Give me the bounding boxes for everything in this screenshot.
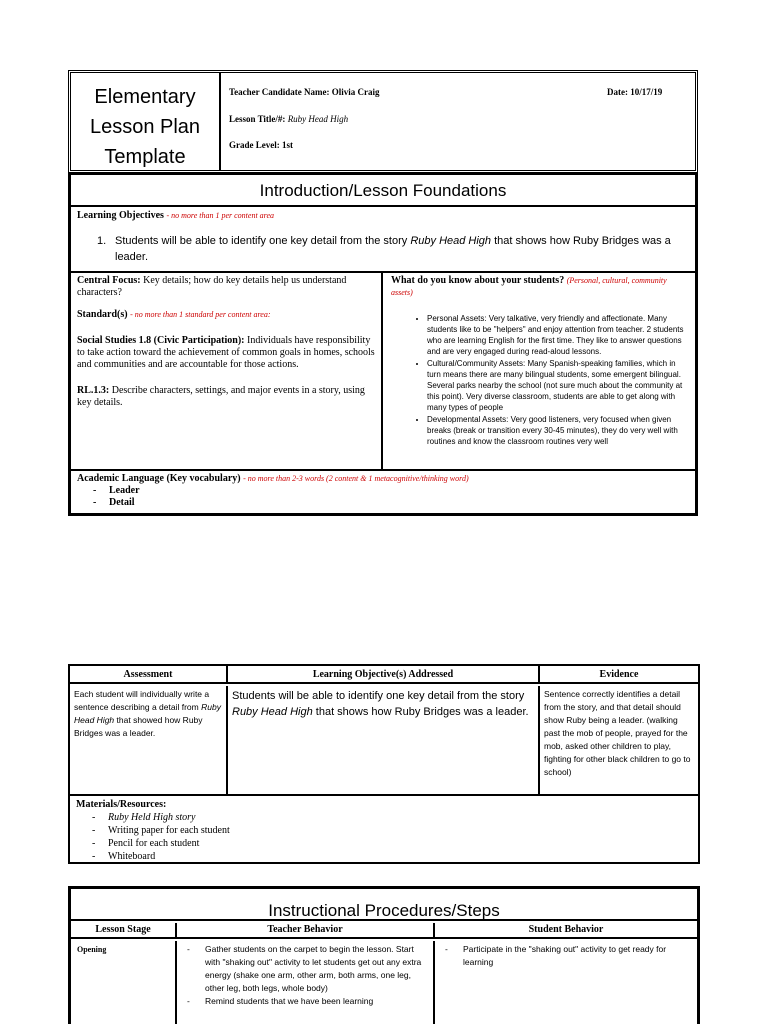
stage-cell: Opening bbox=[71, 941, 177, 1024]
evidence-cell: Sentence correctly identifies a detail from the story, and that detail should show Ruby being a leader. (walking past the mob of people, prayed for the mob, asked other children to play, fighting for other black children to go to school) bbox=[544, 689, 691, 777]
assessment-objective-pre: Students will be able to identify one key detail from the story bbox=[232, 690, 525, 702]
date-value: 10/17/19 bbox=[630, 87, 663, 97]
evidence-header: Evidence bbox=[540, 666, 698, 684]
assessment-header: Assessment bbox=[70, 666, 228, 684]
date-label: Date: bbox=[607, 87, 628, 97]
student-behavior-cell bbox=[435, 941, 697, 1024]
students-note: (Personal, cultural, community assets) bbox=[391, 276, 667, 297]
central-focus bbox=[77, 275, 375, 299]
academic-language bbox=[71, 469, 695, 513]
rl-standard bbox=[77, 385, 375, 409]
social-studies-standard bbox=[77, 335, 375, 371]
teacher-name: Olivia Craig bbox=[331, 87, 380, 97]
central-focus-cell bbox=[71, 273, 383, 469]
teacher-label: Teacher Candidate Name: bbox=[229, 87, 330, 97]
grade-value: 1st bbox=[282, 140, 293, 150]
assessment-cell bbox=[70, 686, 228, 794]
lesson-title-row bbox=[229, 114, 348, 124]
intro-heading: Introduction/Lesson Foundations bbox=[71, 175, 695, 207]
student-assets-list bbox=[427, 313, 689, 447]
teacher-behavior-header: Teacher Behavior bbox=[177, 923, 435, 939]
teacher-behavior-cell bbox=[177, 941, 435, 1024]
intro-section bbox=[68, 172, 698, 516]
student-asset-item: • Personal Assets: Very talkative, very friendly and affectionate. Many students like to be "helpers" and enjoy attention from teacher. 2 students who are learning English for the first time. They like to answer questions and are very engaged during read-aloud lessons. bbox=[427, 313, 689, 357]
teacher-steps bbox=[183, 943, 427, 1008]
assessment-text-post: that showed how Ruby Bridges was a leader. bbox=[74, 715, 203, 738]
learning-objectives-note: - no more than 1 per content area bbox=[166, 211, 275, 220]
assessment-text-pre: Each student will individually write a sentence describing a detail from bbox=[74, 689, 210, 712]
materials-label: Materials/Resources: bbox=[76, 799, 167, 810]
vocab-item: - Leader bbox=[93, 485, 689, 497]
grade-label: Grade Level: bbox=[229, 140, 280, 150]
title-line: Lesson Plan bbox=[89, 116, 201, 138]
academic-note: - no more than 2-3 words (2 content & 1 metacognitive/thinking word) bbox=[243, 474, 469, 483]
objective-story-title: Ruby Head High bbox=[410, 235, 492, 247]
objective-header: Learning Objective(s) Addressed bbox=[228, 666, 540, 684]
learning-objectives bbox=[71, 207, 695, 273]
standards-note: - no more than 1 standard per content area: bbox=[130, 310, 271, 319]
academic-label: Academic Language (Key vocabulary) bbox=[77, 473, 241, 484]
social-studies-text: Individuals have responsibility to take action toward the achievement of common goals in homes, schools and communities and are accountable for those actions. bbox=[77, 335, 375, 370]
material-item: - Writing paper for each student bbox=[92, 824, 692, 837]
assessment-objective-post: that shows how Ruby Bridges was a leader. bbox=[312, 706, 529, 718]
title-line: Elementary bbox=[94, 86, 196, 108]
assessment-story-title: Ruby Head High bbox=[74, 702, 221, 725]
title-line: Template bbox=[104, 146, 186, 168]
objective-item bbox=[97, 233, 689, 265]
objective-number: 1. bbox=[97, 235, 107, 247]
central-focus-label: Central Focus: bbox=[77, 275, 141, 286]
assessment-objective-title: Ruby Head High bbox=[232, 706, 313, 718]
objective-cell bbox=[228, 686, 540, 794]
teacher-row bbox=[229, 87, 380, 97]
material-item: - Whiteboard bbox=[92, 850, 692, 863]
assessment-table bbox=[68, 664, 700, 864]
vocab-list bbox=[93, 485, 689, 509]
student-asset-item: • Developmental Assets: Very good listeners, very focused when given breaks (break or transition every 30-45 minutes), they do very well with routines and know the classroom routines very well bbox=[427, 414, 689, 447]
date-row bbox=[607, 87, 662, 97]
students-cell bbox=[385, 273, 695, 469]
rl-text: Describe characters, settings, and major events in a story, using key details. bbox=[77, 385, 365, 408]
rl-label: RL.1.3: bbox=[77, 385, 110, 396]
social-studies-label: Social Studies 1.8 (Civic Participation): bbox=[77, 335, 245, 346]
teacher-step: - Gather students on the carpet to begin the lesson. Start with "shaking out" activity to let students get out any extra energy (shake one arm, other arm, both arms, one leg, other leg, both legs, whole body) bbox=[183, 943, 427, 995]
teacher-step: - Remind students that we have been learning bbox=[183, 995, 427, 1008]
grade-row bbox=[229, 140, 293, 150]
lesson-title-label: Lesson Title/#: bbox=[229, 114, 286, 124]
objective-text-post: that shows how Ruby Bridges was a leader. bbox=[115, 235, 671, 263]
lesson-stage-header: Lesson Stage bbox=[71, 923, 177, 939]
document-title bbox=[71, 73, 221, 170]
objective-text-pre: Students will be able to identify one key detail from the story bbox=[115, 235, 411, 247]
materials-resources bbox=[70, 794, 698, 862]
vocab-item: - Detail bbox=[93, 497, 689, 509]
central-focus-text: Key details; how do key details help us understand characters? bbox=[77, 275, 347, 298]
instructional-heading: Instructional Procedures/Steps bbox=[71, 889, 697, 921]
students-label: What do you know about your students? bbox=[391, 275, 565, 286]
learning-objectives-label: Learning Objectives bbox=[77, 210, 164, 221]
material-item: - Pencil for each student bbox=[92, 837, 692, 850]
instructional-section bbox=[68, 886, 700, 1024]
student-behavior-header: Student Behavior bbox=[435, 923, 697, 939]
header-block bbox=[68, 70, 698, 173]
material-item: - Ruby Held High story bbox=[92, 811, 692, 824]
student-step: - Participate in the "shaking out" activity to get ready for learning bbox=[441, 943, 691, 969]
student-steps bbox=[441, 943, 691, 969]
objective-text bbox=[115, 233, 689, 265]
materials-list bbox=[92, 811, 692, 863]
standards-label: Standard(s) bbox=[77, 309, 128, 320]
lesson-title-value: Ruby Head High bbox=[287, 114, 349, 124]
standards bbox=[77, 309, 375, 321]
student-asset-item: • Cultural/Community Assets: Many Spanish-speaking families, which in turn means there are many bilingual students, some emergent bilingual. Several parks nearby the school (not sure much about the community at this point). Very diverse classroom, students are able to get along with many types of people bbox=[427, 358, 689, 413]
